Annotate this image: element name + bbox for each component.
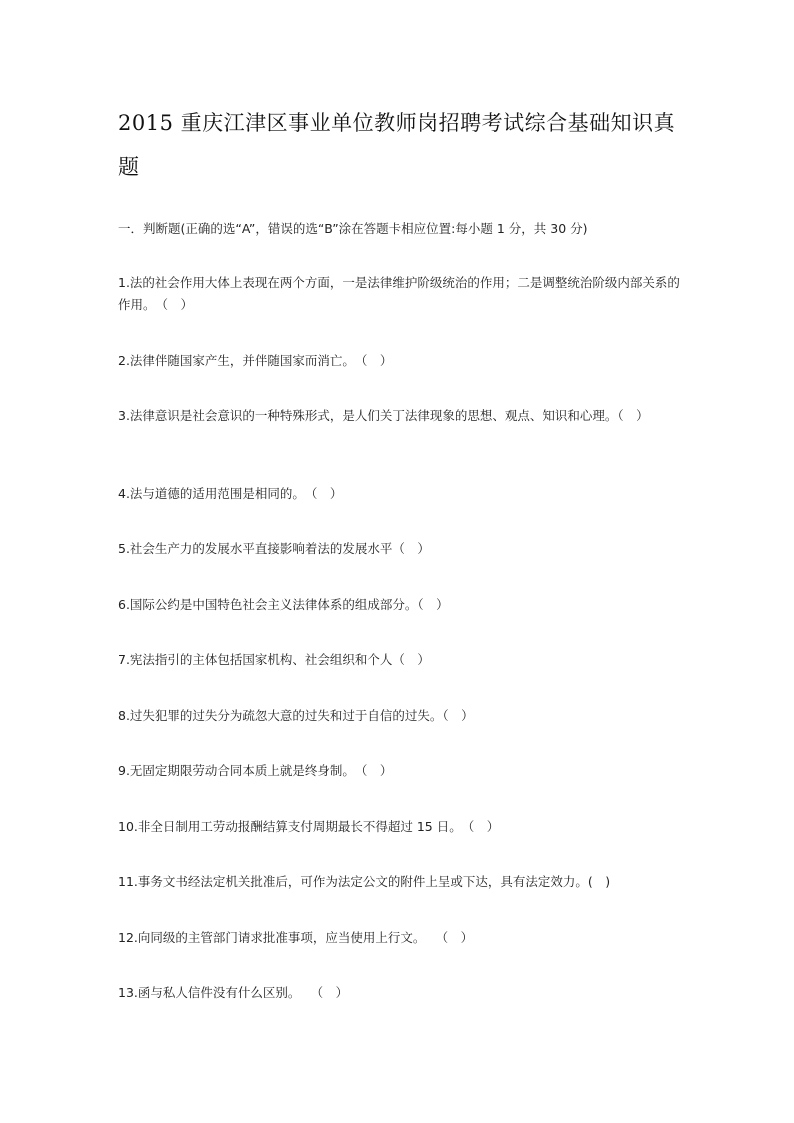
question-text: 5.社会生产力的发展水平直接影响着法的发展水平（ ） bbox=[118, 541, 430, 556]
question-text: 11.事务文书经法定机关批准后，可作为法定公文的附件上呈或下达，具有法定效力。( ) bbox=[118, 874, 611, 889]
question-text: 1.法的社会作用大体上表现在两个方面，一是法律维护阶级统治的作用；二是调整统治阶级内部关系的作用。 （ ） bbox=[118, 275, 680, 312]
question-text: 12.向同级的主管部门请求批准事项，应当使用上行文。 （ ） bbox=[118, 930, 474, 945]
question-item bbox=[118, 871, 680, 893]
question-item bbox=[118, 483, 680, 505]
question-text: 2.法律伴随国家产生，并伴随国家而消亡。 （ ） bbox=[118, 353, 393, 368]
question-item bbox=[118, 538, 680, 560]
question-text: 6.国际公约是中国特色社会主义法律体系的组成部分。（ ） bbox=[118, 597, 449, 612]
question-item bbox=[118, 649, 680, 671]
question-text: 10.非全日制用工劳动报酬结算支付周期最长不得超过 15 日。 （ ） bbox=[118, 819, 500, 834]
question-item bbox=[118, 594, 680, 616]
document-title: 2015 重庆江津区事业单位教师岗招聘考试综合基础知识真题 bbox=[118, 111, 676, 179]
question-text: 3.法律意识是社会意识的一种特殊形式，是人们关丁法律现象的思想、观点、知识和心理。（ ） bbox=[118, 408, 649, 423]
question-item bbox=[118, 350, 680, 372]
question-item bbox=[118, 405, 680, 427]
question-item bbox=[118, 816, 680, 838]
question-item bbox=[118, 927, 680, 949]
question-item bbox=[118, 272, 680, 316]
question-text: 4.法与道德的适用范围是相同的。 （ ） bbox=[118, 486, 343, 501]
question-item bbox=[118, 982, 680, 1004]
section-heading: 一．判断题(正确的选“A”，错误的选“B”涂在答题卡相应位置:每小题 1 分，共 30 分) bbox=[118, 221, 588, 236]
question-text: 7.宪法指引的主体包括国家机构、社会组织和个人（ ） bbox=[118, 652, 430, 667]
question-text: 9.无固定期限劳动合同本质上就是终身制。 （ ） bbox=[118, 763, 393, 778]
question-text: 13.函与私人信件没有什么区别。 （ ） bbox=[118, 985, 349, 1000]
question-text: 8.过失犯罪的过失分为疏忽大意的过失和过于自信的过失。（ ） bbox=[118, 708, 474, 723]
question-item bbox=[118, 705, 680, 727]
question-item bbox=[118, 760, 680, 782]
